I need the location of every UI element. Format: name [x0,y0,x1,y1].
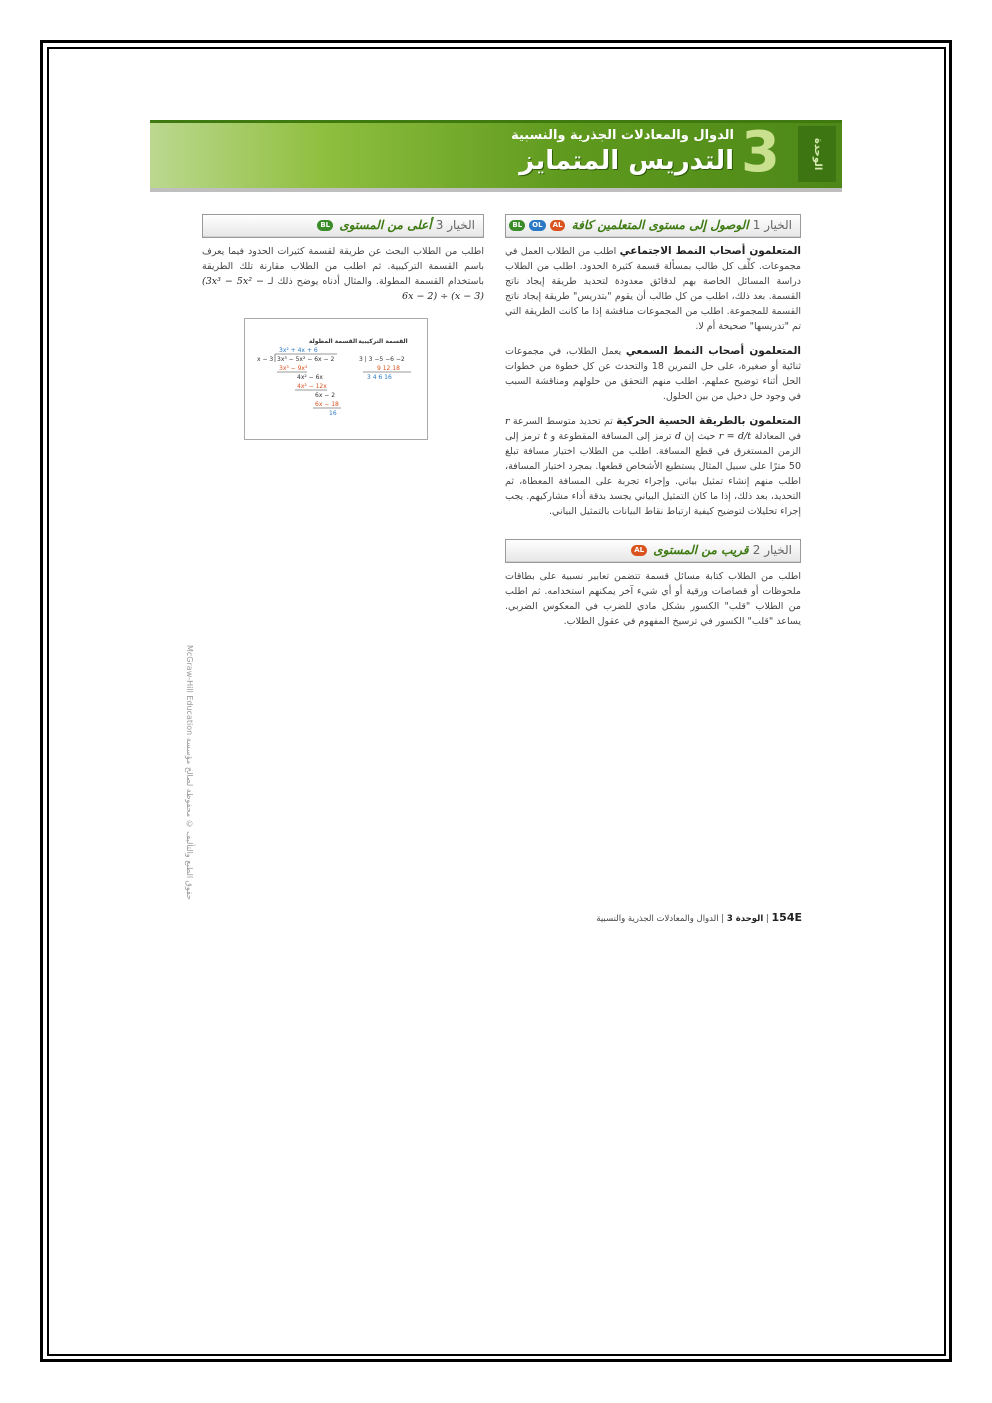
option1-header [505,214,801,238]
option2-title: قريب من المستوى [653,543,749,557]
kinesthetic-text-f: ترمز إلى الزمن المستغرق في قطع المسافة. اطلب من الطلاب اختيار مسافة تبلغ 50 مترًا على سبيل المثال يستطيع الأشخاص قطعها. بمجرد اختيار المسافة، اطلب منهم إنشاء تمثيل بياني. وإجراء تجربة على المسافة المعطاة، ثم التحديد، بعد ذلك، إذا ما كان التمثيل البياني يجسد بدقة أداء مشاركيهم. يجب إجراء تحليلات لتوضيح كيفية ارتباط نقاط البيانات بالتمثيل البياني. [505,431,801,517]
long-step3: 4x² − 12x [297,383,327,390]
right-column [505,214,801,639]
var-t: t [543,431,548,442]
chapter-banner [150,120,842,188]
division-example-box [244,318,428,440]
var-d: d [674,431,682,442]
bl-badge: BL [317,220,333,231]
option3-title: أعلى من المستوى [339,218,432,232]
social-learners-paragraph [505,244,801,334]
option2-header [505,539,801,563]
long-step2: 4x² − 6x [297,374,323,381]
banner-subtitle: الدوال والمعادلات الجذرية والنسبية [511,128,734,143]
social-learners-lead: المتعلمون أصحاب النمط الاجتماعي [619,245,801,257]
kinesthetic-learners-lead: المتعلمون بالطريقة الحسية الحركية [616,415,802,427]
option3-text: اطلب من الطلاب البحث عن طريقة لقسمة كثيرات الحدود فيما يعرف باسم القسمة التركيبية. ثم اطلب من الطلاب مقارنة تلك الطريقة باستخدام القسمة المطولة. والمثال أدناه يوضح ذلك لـ [202,246,484,287]
option1-title: الوصول إلى مستوى المتعلمين كافة [571,218,749,232]
long-divisor: x − 3 [257,356,274,363]
option3-number: الخيار 3 [435,218,475,232]
banner-title: التدريس المتمايز [519,146,734,176]
option3-header [202,214,484,238]
page-number: 154E [771,911,802,924]
option2-number: الخيار 2 [752,543,792,557]
var-r: r [505,416,510,427]
auditory-learners-paragraph [505,344,801,404]
copyright-credit: حقوق الطبع والتأليف © محفوظة لصالح مؤسسة McGraw-Hill Education [185,645,194,900]
page-footer: 154E | الوحدة 3 | الدوال والمعادلات الجذرية والنسبية [596,911,802,924]
division-expression: (3x³ − 5x² − 6x − 2) ÷ (x − 3) [202,276,484,302]
synthetic-row1: 3 | 3 −5 −6 −2 [359,356,405,363]
auditory-learners-lead: المتعلمون أصحاب النمط السمعي [625,345,801,357]
long-step4: 6x − 2 [315,392,336,399]
option1-number: الخيار 1 [752,218,792,232]
synthetic-row2: 9 12 18 [377,365,400,372]
long-division-title: القسمة المطولة [308,338,358,345]
option2-paragraph: اطلب من الطلاب كتابة مسائل قسمة تتضمن تعابير نسبية على بطاقات ملحوظات أو قصاصات ورقية أو أي شيء آخر يمكنهم استخدامه. ثم اطلب من الطلاب "قلب" الكسور بشكل مادي للضرب في المعكوس الضربي. يساعد "قلب" الكسور في ترسيخ المفهوم في عقول الطلاب. [505,571,801,627]
kinesthetic-text-e: ترمز إلى المسافة المقطوعة و [547,431,675,442]
unit-number: 3 [741,120,780,185]
kinesthetic-learners-paragraph [505,414,801,519]
al-badge: AL [550,220,566,231]
bl-badge: BL [509,220,525,231]
banner-top-line [150,120,842,123]
option3-paragraph [202,244,484,304]
synthetic-row3: 3 4 6 16 [367,374,392,381]
long-step5: 6x − 18 [315,401,339,408]
al-badge: AL [631,545,647,556]
long-dividend: 3x³ − 5x² − 6x − 2 [277,356,335,363]
auditory-learners-text: يعمل الطلاب، في مجموعات ثنائية أو صغيرة، على حل التمرين 18 والتحدث عن كل خطوة من خطوات الحل أثناء توضيح عملهم. اطلب منهم التحقق من حلولهم ومناقشة السبب في وجود حل دخيل من بين الحلول. [505,346,801,402]
footer-chapter: الدوال والمعادلات الجذرية والنسبية [596,914,719,924]
footer-unit: الوحدة 3 [726,914,764,924]
long-remainder: 16 [329,410,337,417]
long-step1: 3x³ − 9x² [279,365,308,372]
long-quotient: 3x² + 4x + 6 [279,347,318,354]
division-example-figure [245,319,427,439]
banner-shadow [150,188,842,192]
ol-badge: OL [529,220,545,231]
kinesthetic-text-a: تم تحديد متوسط السرعة [509,416,617,427]
unit-tag: الوحدة [798,126,836,182]
synthetic-division-title: القسمة التركيبية [358,338,408,345]
left-column [202,214,484,314]
kinesthetic-text-b: في المعادلة [751,431,801,442]
kinesthetic-text-c: حيث إن [681,431,719,442]
social-learners-text: اطلب من الطلاب العمل في مجموعات. كلِّف كل طالب بمسألة قسمة كثيرة الحدود. اطلب من الطلاب دراسة المسائل الخاصة بهم لدقائق معدودة لتحديد طريقة إيجاد ناتج القسمة. بعد ذلك، اطلب من كل طالب أن يقوم "بتدريس" طريقة إيجاد ناتج القسمة للمجموعة. اطلب من المجموعات مناقشة إذا ما كانت الطريقة التي تم "تدريسها" صحيحة أم لا. [505,246,801,332]
speed-equation: r = d/t [718,431,752,442]
